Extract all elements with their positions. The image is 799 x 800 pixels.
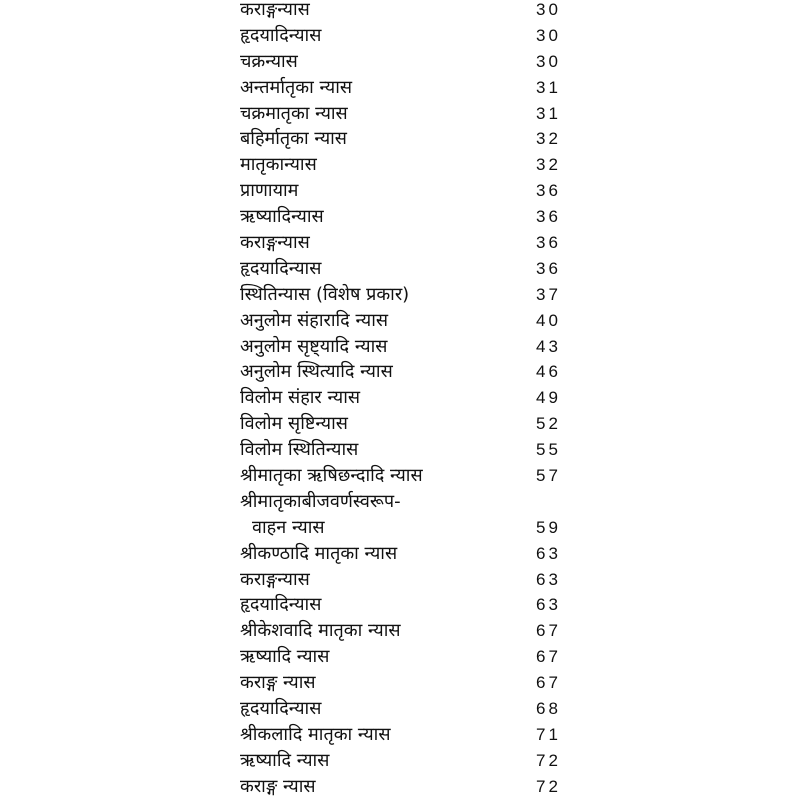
entry-title-continuation: वाहन न्यास — [252, 516, 325, 538]
toc-entry — [240, 567, 570, 593]
entry-page-number: 67 — [536, 621, 561, 641]
entry-title: हृदयादिन्यास — [240, 24, 322, 46]
toc-entry — [240, 696, 570, 722]
entry-page-number: 67 — [536, 673, 561, 693]
entry-title: श्रीकेशवादि मातृका न्यास — [240, 620, 401, 642]
entry-title: अनुलोम स्थित्यादि न्यास — [240, 361, 393, 383]
toc-entry — [240, 592, 570, 618]
entry-title: श्रीकलादि मातृका न्यास — [240, 723, 391, 745]
entry-title: कराङ्गन्यास — [240, 568, 310, 590]
toc-entry — [240, 0, 570, 23]
entry-title: कराङ्गन्यास — [240, 0, 310, 20]
entry-page-number: 30 — [536, 0, 561, 19]
entry-title: चक्रमातृका न्यास — [240, 102, 348, 124]
toc-entry — [240, 23, 570, 49]
entry-title: मातृकान्यास — [240, 154, 317, 176]
toc-entry — [240, 644, 570, 670]
entry-page-number: 72 — [536, 776, 561, 796]
toc-entry — [240, 463, 570, 489]
entry-page-number: 63 — [536, 595, 561, 615]
toc-entry — [240, 204, 570, 230]
toc-entry — [240, 437, 570, 463]
entry-page-number: 71 — [536, 724, 561, 744]
entry-title: अनुलोम संहारादि न्यास — [240, 309, 389, 331]
entry-page-number: 30 — [536, 51, 561, 71]
entry-title: हृदयादिन्यास — [240, 257, 322, 279]
toc-entry — [240, 230, 570, 256]
entry-title: ऋष्यादि न्यास — [240, 646, 330, 668]
toc-entry — [240, 722, 570, 748]
entry-page-number: 52 — [536, 414, 561, 434]
toc-entry — [240, 49, 570, 75]
entry-page-number: 31 — [536, 103, 561, 123]
entry-title: श्रीकण्ठादि मातृका न्यास — [240, 542, 398, 564]
entry-page-number: 30 — [536, 25, 561, 45]
toc-entry — [240, 670, 570, 696]
toc-entry — [240, 178, 570, 204]
entry-page-number: 40 — [536, 310, 561, 330]
toc-entry — [240, 541, 570, 567]
toc-entry — [240, 126, 570, 152]
toc-entry — [240, 411, 570, 437]
entry-title: ऋष्यादि न्यास — [240, 749, 330, 771]
toc-entry — [240, 308, 570, 334]
entry-title: श्रीमातृका ऋषिछन्दादि न्यास — [240, 465, 423, 487]
entry-page-number: 37 — [536, 284, 561, 304]
entry-title: अनुलोम सृष्ट्यादि न्यास — [240, 335, 388, 357]
entry-title: प्राणायाम — [240, 180, 299, 202]
entry-title: विलोम स्थितिन्यास — [240, 439, 359, 461]
entry-page-number: 67 — [536, 647, 561, 667]
entry-page-number: 59 — [536, 517, 561, 537]
entry-page-number: 63 — [536, 569, 561, 589]
entry-title: हृदयादिन्यास — [240, 698, 322, 720]
entry-page-number: 55 — [536, 440, 561, 460]
entry-title: कराङ्ग न्यास — [240, 775, 316, 797]
entry-page-number: 68 — [536, 699, 561, 719]
toc-entry-continuation — [240, 515, 570, 541]
toc-entry — [240, 75, 570, 101]
entry-title: बहिर्मातृका न्यास — [240, 128, 347, 150]
entry-title: कराङ्गन्यास — [240, 232, 310, 254]
entry-title: विलोम सृष्टिन्यास — [240, 413, 348, 435]
entry-title: कराङ्ग न्यास — [240, 672, 316, 694]
entry-page-number: 36 — [536, 258, 561, 278]
entry-page-number: 46 — [536, 362, 561, 382]
entry-page-number: 32 — [536, 155, 561, 175]
toc-entry — [240, 489, 570, 515]
toc-entry — [240, 359, 570, 385]
entry-title: स्थितिन्यास (विशेष प्रकार) — [240, 283, 410, 305]
entry-title: ऋष्यादिन्यास — [240, 206, 324, 228]
toc-entry — [240, 748, 570, 774]
toc-entry — [240, 101, 570, 127]
entry-page-number: 57 — [536, 466, 561, 486]
entry-page-number: 32 — [536, 129, 561, 149]
entry-page-number: 31 — [536, 77, 561, 97]
entry-page-number: 72 — [536, 750, 561, 770]
entry-title: चक्रन्यास — [240, 50, 298, 72]
entry-title: अन्तर्मातृका न्यास — [240, 76, 353, 98]
entry-title: हृदयादिन्यास — [240, 594, 322, 616]
toc-entry — [240, 774, 570, 800]
toc-entry — [240, 334, 570, 360]
entry-page-number: 36 — [536, 207, 561, 227]
toc-entry — [240, 618, 570, 644]
entry-page-number: 36 — [536, 181, 561, 201]
toc-entry — [240, 282, 570, 308]
table-of-contents — [240, 0, 570, 800]
toc-entry — [240, 385, 570, 411]
toc-entry — [240, 152, 570, 178]
entry-page-number: 49 — [536, 388, 561, 408]
toc-entry — [240, 256, 570, 282]
entry-title: विलोम संहार न्यास — [240, 387, 361, 409]
entry-page-number: 63 — [536, 543, 561, 563]
entry-title: श्रीमातृकाबीजवर्णस्वरूप- — [240, 490, 401, 512]
entry-page-number: 43 — [536, 336, 561, 356]
entry-page-number: 36 — [536, 233, 561, 253]
